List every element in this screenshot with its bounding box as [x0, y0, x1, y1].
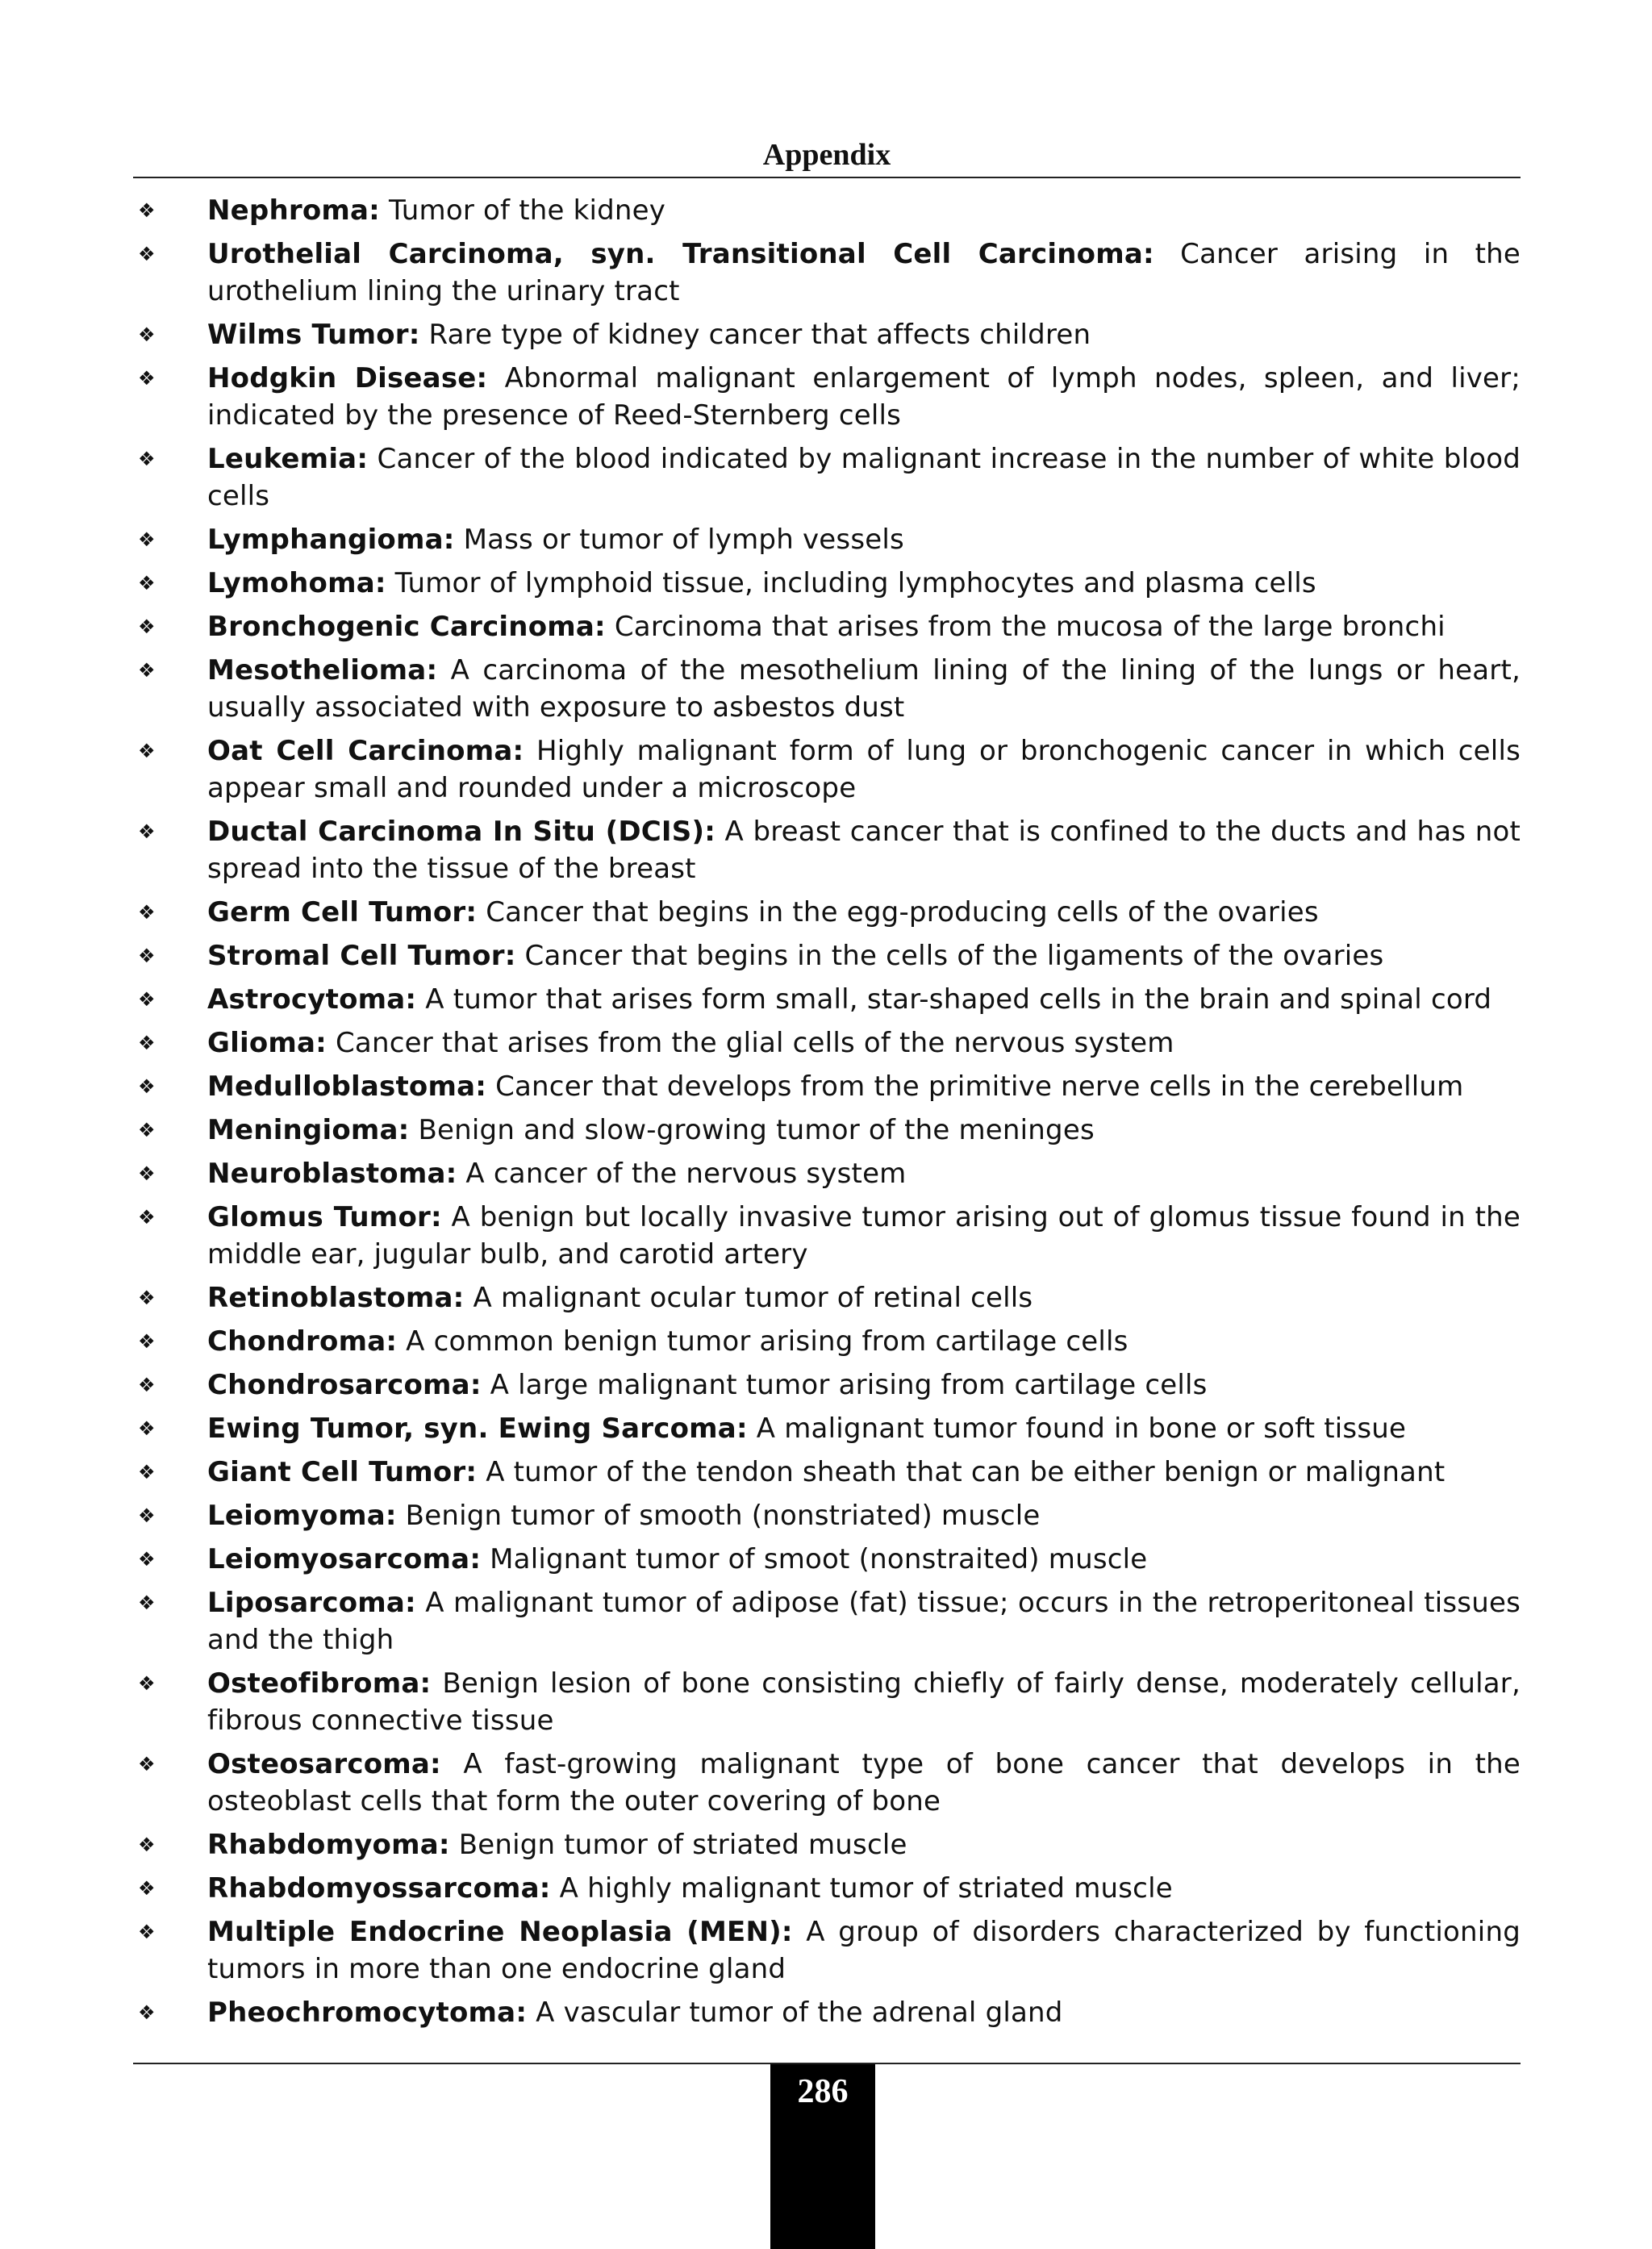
- glossary-term: Glomus Tumor:: [207, 1201, 442, 1233]
- glossary-entry: [133, 937, 1521, 974]
- glossary-definition: Cancer that develops from the primitive nerve cells in the cerebellum: [495, 1070, 1464, 1103]
- glossary-entry: [133, 1068, 1521, 1105]
- glossary-entry: [133, 652, 1521, 726]
- diamond-bullet-icon: ❖: [138, 1877, 156, 1900]
- glossary-definition: Benign lesion of bone consisting chiefly of fairly dense, moderately cellular, fibrous connective tissue: [207, 1667, 1521, 1737]
- glossary-term: Medulloblastoma:: [207, 1070, 487, 1103]
- glossary-definition: A carcinoma of the mesothelium lining of the lining of the lungs or heart, usually associated with exposure to asbestos dust: [207, 654, 1521, 724]
- glossary-term: Stromal Cell Tumor:: [207, 940, 516, 972]
- glossary-entry: [133, 1541, 1521, 1578]
- glossary-definition: Rare type of kidney cancer that affects children: [428, 319, 1091, 351]
- diamond-bullet-icon: ❖: [138, 1032, 156, 1054]
- glossary-entry: [133, 1367, 1521, 1404]
- glossary-entry: [133, 1410, 1521, 1447]
- glossary-entry: [133, 608, 1521, 645]
- glossary-term: Germ Cell Tumor:: [207, 896, 478, 928]
- diamond-bullet-icon: ❖: [138, 1672, 156, 1695]
- diamond-bullet-icon: ❖: [138, 1374, 156, 1396]
- glossary-definition: Benign tumor of smooth (nonstriated) muscle: [405, 1500, 1041, 1532]
- glossary-definition: A benign but locally invasive tumor arising out of glomus tissue found in the middle ear, jugular bulb, and carotid artery: [207, 1201, 1521, 1271]
- diamond-bullet-icon: ❖: [138, 448, 156, 470]
- glossary-term: Glioma:: [207, 1027, 327, 1059]
- glossary-entry: [133, 894, 1521, 931]
- header-divider: [133, 177, 1521, 178]
- glossary-term: Multiple Endocrine Neoplasia (MEN):: [207, 1916, 793, 1948]
- glossary-term: Liposarcoma:: [207, 1587, 416, 1619]
- glossary-entry: [133, 1826, 1521, 1863]
- glossary-definition: A common benign tumor arising from cartilage cells: [406, 1325, 1128, 1358]
- diamond-bullet-icon: ❖: [138, 1834, 156, 1856]
- glossary-term: Osteofibroma:: [207, 1667, 432, 1700]
- glossary-term: Chondrosarcoma:: [207, 1369, 482, 1401]
- diamond-bullet-icon: ❖: [138, 820, 156, 843]
- diamond-bullet-icon: ❖: [138, 945, 156, 967]
- glossary-entry: [133, 1913, 1521, 1988]
- glossary-definition: A tumor of the tendon sheath that can be either benign or malignant: [486, 1456, 1446, 1488]
- glossary-entry: [133, 1584, 1521, 1659]
- glossary-term: Ductal Carcinoma In Situ (DCIS):: [207, 816, 715, 848]
- glossary-term: Pheochromocytoma:: [207, 1997, 528, 2029]
- diamond-bullet-icon: ❖: [138, 199, 156, 222]
- glossary-definition: Carcinoma that arises from the mucosa of the large bronchi: [614, 611, 1446, 643]
- glossary-definition: Abnormal malignant enlargement of lymph nodes, spleen, and liver; indicated by the presence of Reed-Sternberg cells: [207, 362, 1521, 432]
- glossary-term: Astrocytoma:: [207, 983, 417, 1016]
- glossary-entry: [133, 192, 1521, 229]
- glossary-term: Leiomyoma:: [207, 1500, 397, 1532]
- glossary-term: Giant Cell Tumor:: [207, 1456, 478, 1488]
- diamond-bullet-icon: ❖: [138, 1417, 156, 1440]
- diamond-bullet-icon: ❖: [138, 659, 156, 682]
- glossary-entry: [133, 521, 1521, 558]
- glossary-entry: [133, 732, 1521, 807]
- glossary-term: Osteosarcoma:: [207, 1748, 441, 1780]
- glossary-entry: [133, 981, 1521, 1018]
- glossary-term: Leiomyosarcoma:: [207, 1543, 482, 1575]
- page-header-title: Appendix: [762, 138, 891, 172]
- diamond-bullet-icon: ❖: [138, 1753, 156, 1775]
- diamond-bullet-icon: ❖: [138, 367, 156, 390]
- glossary-definition: A breast cancer that is confined to the ducts and has not spread into the tissue of the breast: [207, 816, 1521, 885]
- glossary-term: Urothelial Carcinoma, syn. Transitional Cell Carcinoma:: [207, 238, 1154, 270]
- diamond-bullet-icon: ❖: [138, 1075, 156, 1098]
- glossary-term: Meningioma:: [207, 1114, 410, 1146]
- glossary-entry: [133, 1199, 1521, 1273]
- glossary-term: Lymohoma:: [207, 567, 386, 599]
- glossary-definition: A tumor that arises form small, star-shaped cells in the brain and spinal cord: [425, 983, 1492, 1016]
- glossary-definition: Cancer of the blood indicated by malignant increase in the number of white blood cells: [207, 443, 1521, 512]
- diamond-bullet-icon: ❖: [138, 1119, 156, 1141]
- glossary-term: Lymphangioma:: [207, 524, 455, 556]
- glossary-entry: [133, 1279, 1521, 1316]
- glossary-term: Neuroblastoma:: [207, 1158, 457, 1190]
- glossary-term: Rhabdomyossarcoma:: [207, 1872, 551, 1905]
- glossary-definition: A highly malignant tumor of striated muscle: [559, 1872, 1173, 1905]
- glossary-definition: Cancer that arises from the glial cells of the nervous system: [335, 1027, 1174, 1059]
- glossary-definition: A vascular tumor of the adrenal gland: [536, 1997, 1063, 2029]
- glossary-entry: [133, 236, 1521, 310]
- glossary-definition: Cancer arising in the urothelium lining the urinary tract: [207, 238, 1521, 307]
- glossary-entry: [133, 813, 1521, 887]
- glossary-term: Rhabdomyoma:: [207, 1829, 450, 1861]
- glossary-definition: A cancer of the nervous system: [465, 1158, 907, 1190]
- glossary-entry: [133, 1454, 1521, 1491]
- diamond-bullet-icon: ❖: [138, 323, 156, 346]
- diamond-bullet-icon: ❖: [138, 1592, 156, 1614]
- glossary-definition: Benign tumor of striated muscle: [458, 1829, 907, 1861]
- diamond-bullet-icon: ❖: [138, 1287, 156, 1309]
- diamond-bullet-icon: ❖: [138, 740, 156, 762]
- diamond-bullet-icon: ❖: [138, 615, 156, 638]
- glossary-list: [133, 192, 1521, 2038]
- diamond-bullet-icon: ❖: [138, 1206, 156, 1229]
- glossary-definition: A group of disorders characterized by functioning tumors in more than one endocrine gland: [207, 1916, 1521, 1985]
- glossary-entry: [133, 1746, 1521, 1820]
- glossary-definition: Benign and slow-growing tumor of the meninges: [418, 1114, 1095, 1146]
- glossary-entry: [133, 1994, 1521, 2031]
- diamond-bullet-icon: ❖: [138, 572, 156, 595]
- glossary-definition: A malignant ocular tumor of retinal cells: [473, 1282, 1033, 1314]
- diamond-bullet-icon: ❖: [138, 1162, 156, 1185]
- glossary-entry: [133, 360, 1521, 434]
- diamond-bullet-icon: ❖: [138, 243, 156, 265]
- glossary-entry: [133, 1870, 1521, 1907]
- glossary-term: Leukemia:: [207, 443, 369, 475]
- glossary-term: Mesothelioma:: [207, 654, 438, 686]
- glossary-entry: [133, 440, 1521, 515]
- glossary-definition: Cancer that begins in the egg-producing cells of the ovaries: [486, 896, 1319, 928]
- glossary-definition: A malignant tumor found in bone or soft tissue: [756, 1412, 1407, 1445]
- diamond-bullet-icon: ❖: [138, 2001, 156, 2024]
- glossary-term: Ewing Tumor, syn. Ewing Sarcoma:: [207, 1412, 748, 1445]
- glossary-term: Oat Cell Carcinoma:: [207, 735, 524, 767]
- glossary-term: Wilms Tumor:: [207, 319, 420, 351]
- glossary-entry: [133, 1024, 1521, 1062]
- glossary-term: Nephroma:: [207, 194, 380, 227]
- diamond-bullet-icon: ❖: [138, 988, 156, 1011]
- glossary-entry: [133, 1112, 1521, 1149]
- glossary-entry: [133, 1497, 1521, 1534]
- diamond-bullet-icon: ❖: [138, 1548, 156, 1571]
- glossary-definition: Highly malignant form of lung or bronchogenic cancer in which cells appear small and rounded under a microscope: [207, 735, 1521, 804]
- diamond-bullet-icon: ❖: [138, 1921, 156, 1943]
- glossary-entry: [133, 1323, 1521, 1360]
- glossary-entry: [133, 1155, 1521, 1192]
- diamond-bullet-icon: ❖: [138, 528, 156, 551]
- page-number-tab: [770, 2064, 875, 2249]
- glossary-entry: [133, 1665, 1521, 1739]
- glossary-entry: [133, 316, 1521, 353]
- diamond-bullet-icon: ❖: [138, 1461, 156, 1483]
- glossary-term: Hodgkin Disease:: [207, 362, 488, 394]
- glossary-definition: Cancer that begins in the cells of the ligaments of the ovaries: [524, 940, 1384, 972]
- glossary-definition: A large malignant tumor arising from cartilage cells: [490, 1369, 1208, 1401]
- page-number: 286: [797, 2073, 849, 2110]
- diamond-bullet-icon: ❖: [138, 1330, 156, 1353]
- glossary-definition: Malignant tumor of smoot (nonstraited) muscle: [490, 1543, 1148, 1575]
- diamond-bullet-icon: ❖: [138, 901, 156, 924]
- glossary-term: Chondroma:: [207, 1325, 398, 1358]
- glossary-definition: Tumor of lymphoid tissue, including lymphocytes and plasma cells: [394, 567, 1316, 599]
- glossary-term: Retinoblastoma:: [207, 1282, 465, 1314]
- glossary-definition: A fast-growing malignant type of bone cancer that develops in the osteoblast cells that form the outer covering of bone: [207, 1748, 1521, 1817]
- diamond-bullet-icon: ❖: [138, 1504, 156, 1527]
- glossary-definition: A malignant tumor of adipose (fat) tissue; occurs in the retroperitoneal tissues and the thigh: [207, 1587, 1521, 1656]
- glossary-definition: Tumor of the kidney: [388, 194, 666, 227]
- glossary-definition: Mass or tumor of lymph vessels: [463, 524, 904, 556]
- glossary-term: Bronchogenic Carcinoma:: [207, 611, 606, 643]
- glossary-entry: [133, 565, 1521, 602]
